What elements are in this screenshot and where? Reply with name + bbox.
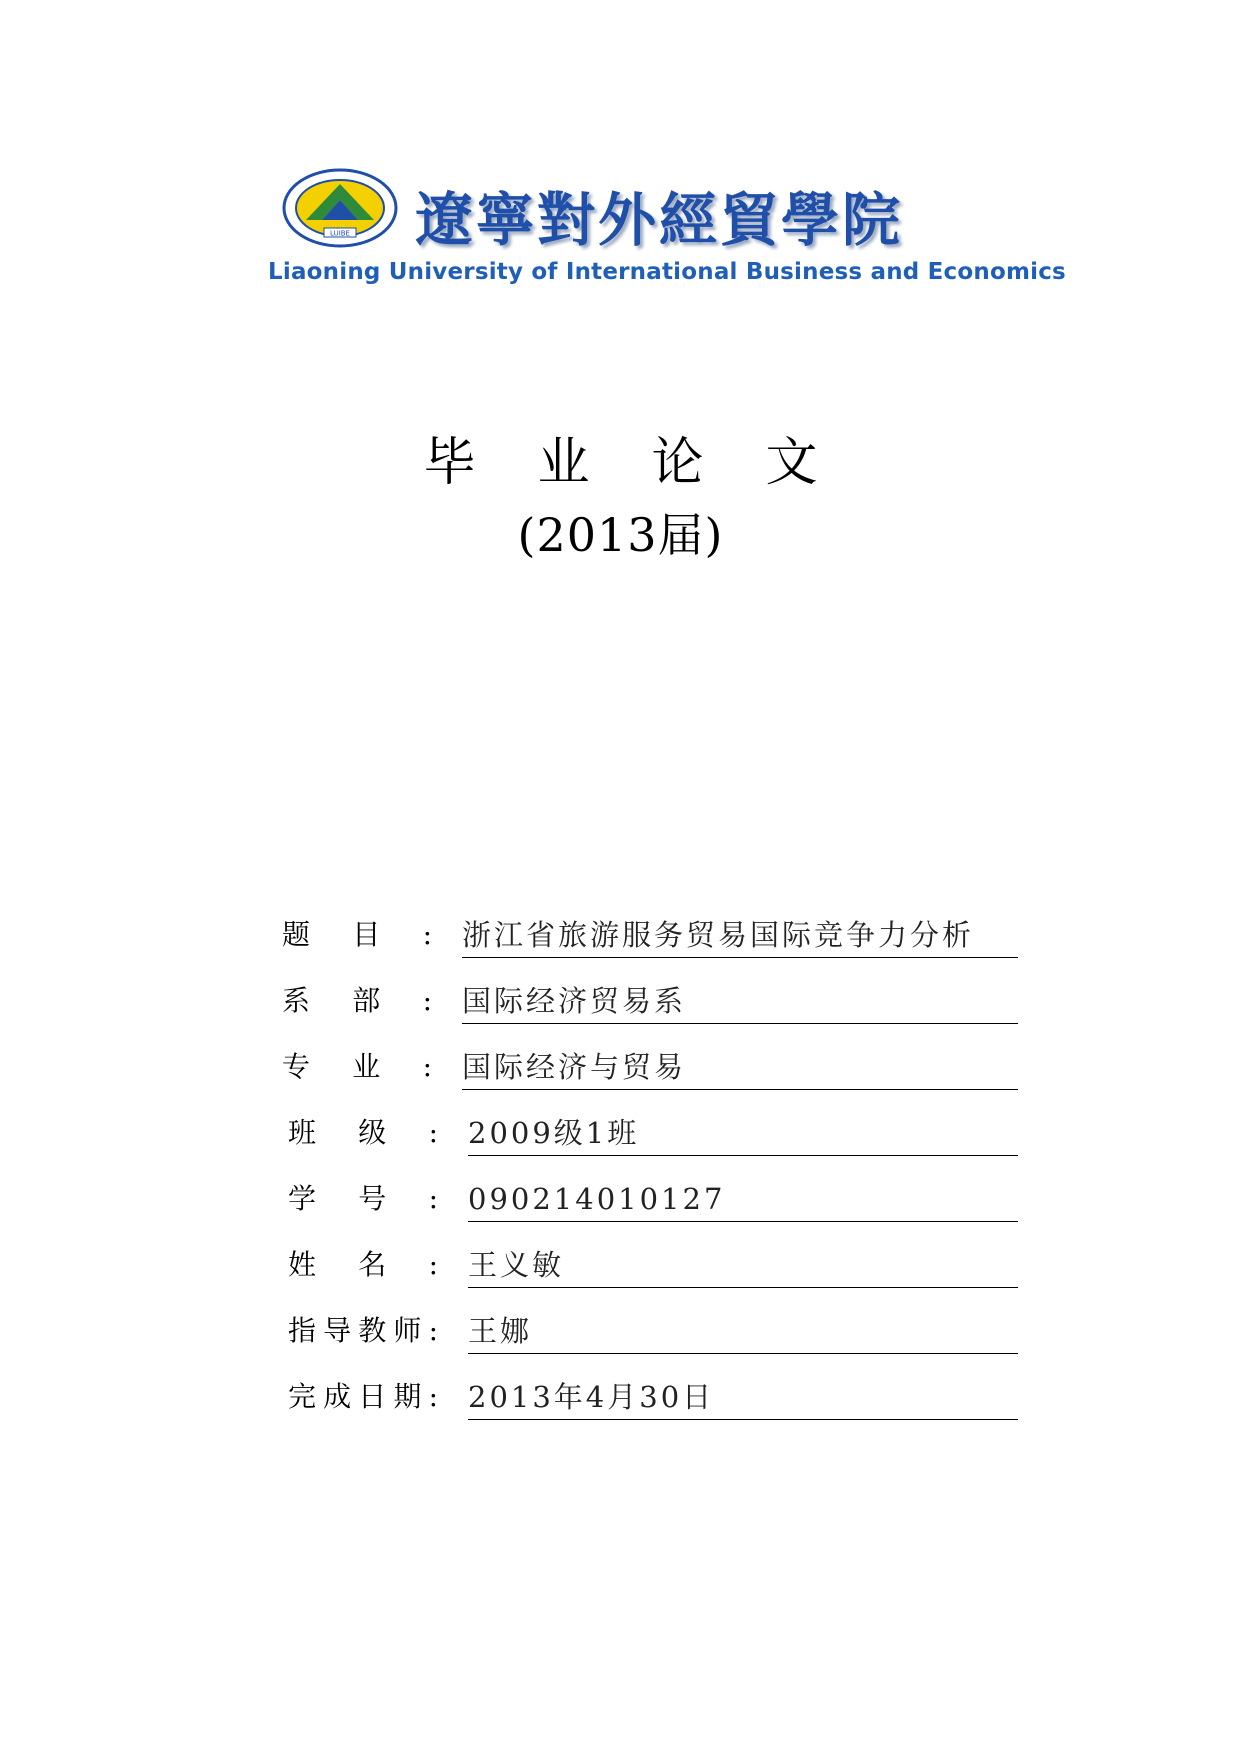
info-underline (468, 1221, 1018, 1223)
info-label: 班 级 : (288, 1116, 438, 1149)
info-row (0, 972, 1241, 1024)
info-row (0, 1038, 1241, 1090)
info-label: 系 部 : (282, 984, 432, 1017)
school-name-cn: 遼寧對外經貿學院 (415, 186, 904, 254)
info-label: 姓 名 : (288, 1248, 438, 1281)
info-row (0, 1170, 1241, 1222)
info-value: 国际经济贸易系 (462, 984, 687, 1018)
school-emblem-icon (280, 168, 400, 248)
info-label: 学 号 : (288, 1182, 438, 1215)
info-value: 2013年4月30日 (468, 1380, 715, 1414)
info-underline (468, 1287, 1018, 1289)
info-label: 完 成 日 期 : (288, 1380, 438, 1413)
info-underline (468, 1155, 1018, 1157)
info-row (0, 1236, 1241, 1288)
school-name-en: Liaoning University of International Business and Economics (268, 259, 1066, 285)
info-underline (462, 1089, 1018, 1091)
info-row (0, 906, 1241, 958)
info-value: 国际经济与贸易 (462, 1050, 687, 1084)
document-title: 毕业论文 (423, 433, 880, 493)
info-label: 专 业 : (282, 1050, 432, 1083)
info-value: 王娜 (468, 1314, 533, 1348)
info-value: 2009级1班 (468, 1116, 640, 1150)
info-underline (468, 1419, 1018, 1421)
info-label: 指 导 教 师 : (288, 1314, 438, 1347)
info-row (0, 1368, 1241, 1420)
emblem-abbr: LUIBE (330, 229, 350, 238)
info-underline (468, 1353, 1018, 1355)
info-value: 090214010127 (468, 1182, 726, 1216)
info-value: 王义敏 (468, 1248, 565, 1282)
info-underline (462, 1023, 1018, 1025)
info-underline (462, 957, 1018, 959)
info-value: 浙江省旅游服务贸易国际竞争力分析 (462, 918, 975, 952)
info-row (0, 1302, 1241, 1354)
info-row (0, 1104, 1241, 1156)
document-year: (2013届) (517, 508, 724, 562)
info-label: 题 目 : (282, 918, 432, 951)
